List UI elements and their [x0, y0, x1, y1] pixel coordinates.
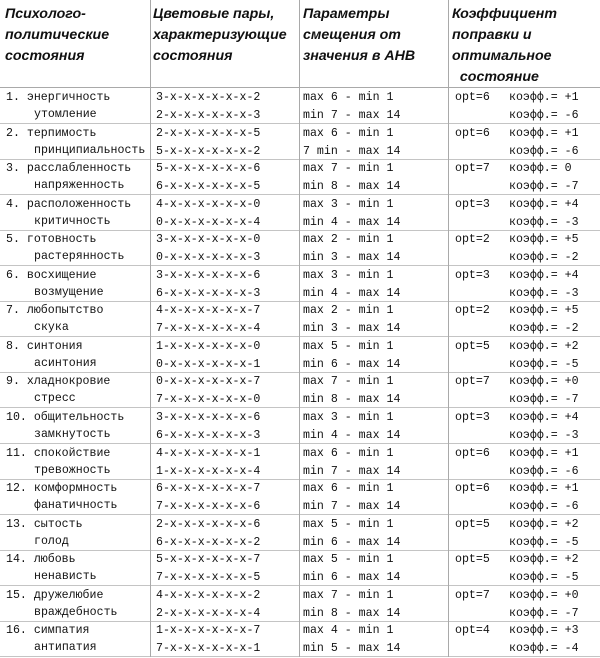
optimal-state: opt=3 — [455, 411, 490, 425]
optimal-state: opt=5 — [455, 517, 490, 531]
state-name: 11. спокойствие — [6, 446, 111, 460]
color-pair-reverse: 2-x-x-x-x-x-x-4 — [156, 606, 261, 620]
shift-param: max 5 - min 1 — [303, 553, 394, 567]
table-row — [0, 621, 600, 657]
coefficient-negative: коэфф.= -5 — [509, 571, 579, 585]
color-pair: 1-x-x-x-x-x-x-0 — [156, 339, 261, 353]
header-color-pairs: Цветовые пары, характеризующие состояния — [153, 6, 287, 64]
coefficient-positive: коэфф.= +2 — [509, 517, 579, 531]
color-pair-reverse: 7-x-x-x-x-x-x-1 — [156, 642, 261, 656]
opposite-state-name: стресс — [34, 392, 76, 406]
color-pair-reverse: 2-x-x-x-x-x-x-3 — [156, 109, 261, 122]
optimal-state: opt=7 — [455, 375, 490, 389]
coefficient-negative: коэфф.= -6 — [509, 144, 579, 158]
color-pair: 0-x-x-x-x-x-x-7 — [156, 375, 261, 389]
shift-param: max 3 - min 1 — [303, 197, 394, 211]
table-row — [0, 88, 600, 124]
opposite-state-name: растерянность — [34, 250, 125, 264]
table-row — [0, 195, 600, 231]
optimal-state: opt=3 — [455, 197, 490, 211]
coefficient-negative: коэфф.= -5 — [509, 535, 579, 549]
shift-param-second: min 4 - max 14 — [303, 215, 401, 229]
state-name: 6. восхищение — [6, 268, 97, 282]
optimal-state: opt=2 — [455, 233, 490, 247]
table-row — [0, 266, 600, 302]
state-name: 10. общительность — [6, 411, 125, 425]
opposite-state-name: возмущение — [34, 285, 104, 299]
opposite-state-name: тревожность — [34, 463, 111, 477]
color-pair-reverse: 0-x-x-x-x-x-x-3 — [156, 251, 261, 265]
shift-param-second: min 5 - max 14 — [303, 642, 401, 656]
shift-param: max 6 - min 1 — [303, 446, 394, 460]
table-header — [0, 0, 600, 88]
color-pair-reverse: 0-x-x-x-x-x-x-1 — [156, 357, 261, 371]
coefficient-positive: коэфф.= +4 — [509, 197, 579, 211]
coefficient-positive: коэфф.= +3 — [509, 624, 579, 638]
opposite-state-name: принципиальность — [34, 143, 146, 157]
shift-param: max 6 - min 1 — [303, 482, 394, 496]
column-divider — [299, 0, 300, 657]
shift-param: max 3 - min 1 — [303, 411, 394, 425]
color-pair: 3-x-x-x-x-x-x-6 — [156, 268, 261, 282]
coefficient-negative: коэфф.= -5 — [509, 357, 579, 371]
color-pair-reverse: 6-x-x-x-x-x-x-3 — [156, 286, 261, 300]
coefficient-negative: коэфф.= -2 — [509, 322, 579, 336]
color-pair-reverse: 7-x-x-x-x-x-x-6 — [156, 500, 261, 514]
coefficient-positive: коэфф.= +2 — [509, 339, 579, 353]
state-name: 16. симпатия — [6, 624, 90, 638]
shift-param-second: min 6 - max 14 — [303, 535, 401, 549]
state-name: 2. терпимость — [6, 126, 97, 140]
optimal-state: opt=6 — [455, 126, 490, 140]
coefficient-negative: коэфф.= -7 — [509, 606, 579, 620]
shift-param: max 5 - min 1 — [303, 517, 394, 531]
state-name: 12. комформность — [6, 482, 118, 496]
color-pair: 4-x-x-x-x-x-x-0 — [156, 197, 261, 211]
shift-param-second: min 6 - max 14 — [303, 571, 401, 585]
state-name: 7. любопытство — [6, 304, 104, 318]
color-pair: 5-x-x-x-x-x-x-7 — [156, 553, 261, 567]
optimal-state: opt=7 — [455, 588, 490, 602]
table-row — [0, 372, 600, 408]
shift-param: max 2 - min 1 — [303, 233, 394, 247]
coefficient-positive: коэфф.= +0 — [509, 588, 579, 602]
shift-param: max 6 - min 1 — [303, 126, 394, 140]
table-row — [0, 159, 600, 195]
coefficient-negative: коэфф.= -6 — [509, 109, 579, 122]
optimal-state: opt=5 — [455, 339, 490, 353]
table-row — [0, 124, 600, 160]
coefficient-positive: коэфф.= +4 — [509, 411, 579, 425]
coefficient-negative: коэфф.= -2 — [509, 251, 579, 265]
color-pair-reverse: 6-x-x-x-x-x-x-2 — [156, 535, 261, 549]
header-coefficient: Коэффициент поправки и оптимальное состояние — [452, 6, 557, 85]
state-name: 3. расслабленность — [6, 162, 132, 176]
shift-param: max 3 - min 1 — [303, 268, 394, 282]
shift-param: max 7 - min 1 — [303, 588, 394, 602]
state-name: 8. синтония — [6, 339, 83, 353]
table-row — [0, 301, 600, 337]
shift-param-second: min 7 - max 14 — [303, 500, 401, 514]
color-pair: 6-x-x-x-x-x-x-7 — [156, 482, 261, 496]
color-pair-reverse: 0-x-x-x-x-x-x-4 — [156, 215, 261, 229]
column-divider — [448, 0, 449, 657]
color-pair: 3-x-x-x-x-x-x-6 — [156, 411, 261, 425]
coefficient-negative: коэфф.= -7 — [509, 393, 579, 407]
optimal-state: opt=2 — [455, 304, 490, 318]
coefficient-negative: коэфф.= -4 — [509, 642, 579, 656]
color-pair: 5-x-x-x-x-x-x-6 — [156, 162, 261, 176]
shift-param: max 4 - min 1 — [303, 624, 394, 638]
coefficient-positive: коэфф.= +5 — [509, 233, 579, 247]
color-pair-reverse: 7-x-x-x-x-x-x-4 — [156, 322, 261, 336]
coefficient-positive: коэфф.= +1 — [509, 126, 579, 140]
color-pair-reverse: 7-x-x-x-x-x-x-0 — [156, 393, 261, 407]
shift-param-second: min 6 - max 14 — [303, 357, 401, 371]
coefficient-positive: коэфф.= +1 — [509, 446, 579, 460]
coefficient-negative: коэфф.= -3 — [509, 429, 579, 443]
shift-param-second: min 8 - max 14 — [303, 393, 401, 407]
optimal-state: opt=6 — [455, 446, 490, 460]
color-pair: 3-x-x-x-x-x-x-2 — [156, 91, 261, 104]
table-row — [0, 515, 600, 551]
opposite-state-name: напряженность — [34, 179, 125, 193]
optimal-state: opt=7 — [455, 162, 490, 176]
shift-param: max 7 - min 1 — [303, 375, 394, 389]
state-name: 14. любовь — [6, 553, 76, 567]
coefficient-positive: коэфф.= +2 — [509, 553, 579, 567]
color-pair: 3-x-x-x-x-x-x-0 — [156, 233, 261, 247]
color-pair: 2-x-x-x-x-x-x-6 — [156, 517, 261, 531]
coefficient-positive: коэфф.= +0 — [509, 375, 579, 389]
table-row — [0, 230, 600, 266]
coefficient-negative: коэфф.= -6 — [509, 500, 579, 514]
shift-param: max 5 - min 1 — [303, 339, 394, 353]
coefficient-positive: коэфф.= +5 — [509, 304, 579, 318]
coefficient-negative: коэфф.= -6 — [509, 464, 579, 478]
optimal-state: opt=6 — [455, 482, 490, 496]
opposite-state-name: критичность — [34, 214, 111, 228]
state-name: 15. дружелюбие — [6, 588, 104, 602]
color-pair-reverse: 7-x-x-x-x-x-x-5 — [156, 571, 261, 585]
shift-param-second: min 3 - max 14 — [303, 251, 401, 265]
state-name: 4. расположенность — [6, 197, 132, 211]
shift-param: max 2 - min 1 — [303, 304, 394, 318]
header-shift-params: Параметры смещения от значения в АНВ — [303, 6, 416, 64]
color-pair-reverse: 6-x-x-x-x-x-x-3 — [156, 429, 261, 443]
shift-param-second: min 7 - max 14 — [303, 464, 401, 478]
state-name: 9. хладнокровие — [6, 375, 111, 389]
coefficient-positive: коэфф.= +4 — [509, 268, 579, 282]
color-pair: 1-x-x-x-x-x-x-7 — [156, 624, 261, 638]
shift-param: max 7 - min 1 — [303, 162, 394, 176]
opposite-state-name: антипатия — [34, 641, 97, 655]
shift-param-second: min 4 - max 14 — [303, 286, 401, 300]
opposite-state-name: замкнутость — [34, 428, 111, 442]
optimal-state: opt=3 — [455, 268, 490, 282]
coefficient-negative: коэфф.= -7 — [509, 180, 579, 194]
optimal-state: opt=4 — [455, 624, 490, 638]
shift-param-second: 7 min - max 14 — [303, 144, 401, 158]
shift-param-second: min 8 - max 14 — [303, 180, 401, 194]
table-row — [0, 479, 600, 515]
color-pair-reverse: 1-x-x-x-x-x-x-4 — [156, 464, 261, 478]
coefficient-positive: коэфф.= 0 — [509, 162, 572, 176]
table-row — [0, 337, 600, 373]
color-pair-reverse: 6-x-x-x-x-x-x-5 — [156, 180, 261, 194]
opposite-state-name: асинтония — [34, 356, 97, 370]
coefficient-positive: коэфф.= +1 — [509, 482, 579, 496]
table-row — [0, 444, 600, 480]
opposite-state-name: голод — [34, 534, 69, 548]
table-row — [0, 408, 600, 444]
column-divider — [150, 0, 151, 657]
optimal-state: opt=5 — [455, 553, 490, 567]
opposite-state-name: утомление — [34, 108, 97, 121]
coefficient-negative: коэфф.= -3 — [509, 215, 579, 229]
color-pair: 4-x-x-x-x-x-x-1 — [156, 446, 261, 460]
opposite-state-name: фанатичность — [34, 499, 118, 513]
coefficient-negative: коэфф.= -3 — [509, 286, 579, 300]
color-pair: 2-x-x-x-x-x-x-5 — [156, 126, 261, 140]
optimal-state: opt=6 — [455, 91, 490, 104]
table-row — [0, 586, 600, 622]
shift-param-second: min 7 - max 14 — [303, 109, 401, 122]
color-pair: 4-x-x-x-x-x-x-2 — [156, 588, 261, 602]
opposite-state-name: враждебность — [34, 605, 118, 619]
shift-param-second: min 8 - max 14 — [303, 606, 401, 620]
color-pair: 4-x-x-x-x-x-x-7 — [156, 304, 261, 318]
opposite-state-name: скука — [34, 321, 69, 335]
color-pair-reverse: 5-x-x-x-x-x-x-2 — [156, 144, 261, 158]
shift-param-second: min 4 - max 14 — [303, 429, 401, 443]
state-name: 1. энергичность — [6, 91, 111, 104]
table-row — [0, 550, 600, 586]
state-name: 13. сытость — [6, 517, 83, 531]
shift-param: max 6 - min 1 — [303, 91, 394, 104]
opposite-state-name: ненависть — [34, 570, 97, 584]
state-name: 5. готовность — [6, 233, 97, 247]
shift-param-second: min 3 - max 14 — [303, 322, 401, 336]
header-states: Психолого- политические состояния — [5, 6, 110, 64]
coefficient-positive: коэфф.= +1 — [509, 91, 579, 104]
